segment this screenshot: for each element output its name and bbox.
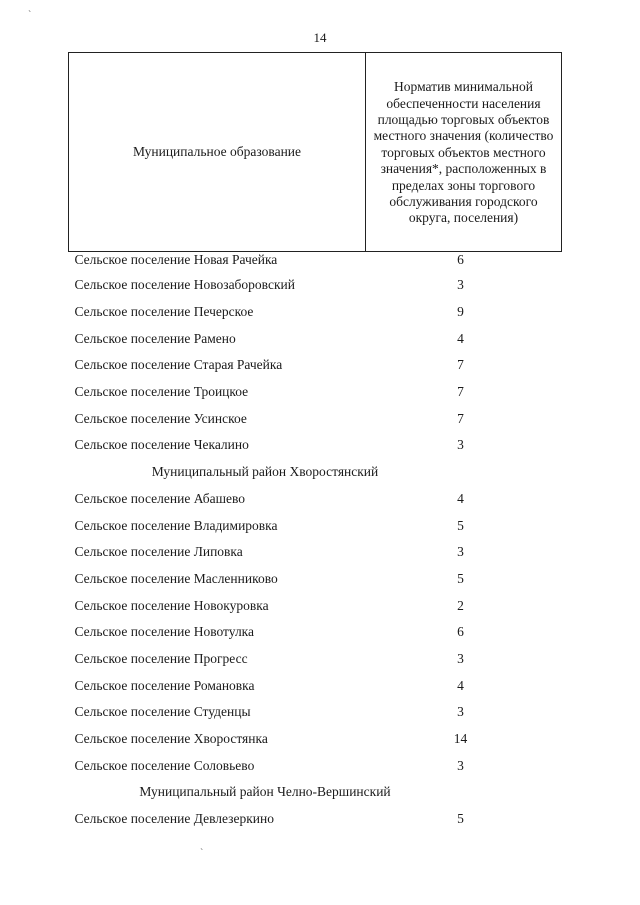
settlement-name: Сельское поселение Новозаборовский — [74, 277, 295, 293]
table-row — [69, 432, 562, 459]
settlement-name: Сельское поселение Студенцы — [74, 704, 251, 720]
settlement-value: 14 — [453, 731, 468, 747]
settlement-name: Сельское поселение Владимировка — [74, 517, 278, 533]
settlement-value: 2 — [457, 597, 464, 613]
section-heading: Муниципальный район Челно-Вершинский — [139, 784, 391, 800]
table-row — [69, 539, 562, 566]
settlement-value: 4 — [457, 490, 464, 506]
section-heading: Муниципальный район Хворостянский — [151, 464, 379, 480]
settlement-name: Сельское поселение Новокуровка — [74, 597, 269, 613]
settlement-name: Сельское поселение Соловьево — [74, 757, 255, 773]
table-row — [69, 566, 562, 593]
scan-mark: ` — [200, 848, 204, 859]
table-row — [69, 325, 562, 352]
table-row — [69, 646, 562, 673]
standards-table — [68, 52, 562, 832]
header-standard: Норматив минимальной обеспеченности населения площадью торговых объектов местного значения (количество торговых объектов местного значения*, расположенных в пределах зоны торгового обслуживания городского округа, поселения) — [366, 53, 562, 252]
settlement-value: 5 — [457, 811, 464, 827]
settlement-name: Сельское поселение Новая Рачейка — [74, 252, 278, 267]
table-row — [69, 486, 562, 513]
table-row — [69, 592, 562, 619]
settlement-name: Сельское поселение Троицкое — [74, 384, 249, 400]
section-heading-row — [69, 459, 562, 486]
table-row — [69, 699, 562, 726]
settlement-name: Сельское поселение Чекалино — [74, 437, 249, 453]
table-row — [69, 726, 562, 753]
settlement-name: Сельское поселение Рамено — [74, 330, 236, 346]
table-row — [69, 272, 562, 299]
table-row — [69, 252, 562, 273]
table-row — [69, 806, 562, 833]
settlement-name: Сельское поселение Старая Рачейка — [74, 357, 283, 373]
settlement-value: 4 — [457, 330, 464, 346]
settlement-value: 3 — [457, 277, 464, 293]
settlement-name: Сельское поселение Новотулка — [74, 624, 255, 640]
table-row — [69, 299, 562, 326]
settlement-value: 3 — [457, 544, 464, 560]
settlement-value: 5 — [457, 517, 464, 533]
settlement-name: Сельское поселение Липовка — [74, 544, 243, 560]
table-row — [69, 352, 562, 379]
table-row — [69, 379, 562, 406]
settlement-value: 3 — [457, 757, 464, 773]
settlement-name: Сельское поселение Печерское — [74, 304, 254, 320]
table-row — [69, 672, 562, 699]
settlement-value: 4 — [457, 677, 464, 693]
settlement-name: Сельское поселение Абашево — [74, 490, 246, 506]
settlement-value: 5 — [457, 570, 464, 586]
settlement-name: Сельское поселение Усинское — [74, 410, 247, 426]
table-row — [69, 752, 562, 779]
settlement-value: 6 — [457, 252, 464, 267]
page-number: 14 — [313, 30, 327, 45]
table-row — [69, 512, 562, 539]
table-row — [69, 619, 562, 646]
header-municipality: Муниципальное образование — [69, 53, 366, 252]
settlement-value: 7 — [457, 384, 464, 400]
settlement-name: Сельское поселение Масленниково — [74, 570, 278, 586]
settlement-name: Сельское поселение Хворостянка — [74, 731, 268, 747]
table-header-row — [69, 53, 562, 252]
section-heading-row — [69, 779, 562, 806]
settlement-value: 3 — [457, 704, 464, 720]
settlement-value: 3 — [457, 650, 464, 666]
table-row — [69, 405, 562, 432]
settlement-name: Сельское поселение Романовка — [74, 677, 255, 693]
scan-mark: ` — [28, 10, 32, 21]
settlement-value: 7 — [457, 357, 464, 373]
settlement-value: 9 — [457, 304, 464, 320]
settlement-name: Сельское поселение Прогресс — [74, 650, 248, 666]
settlement-value: 3 — [457, 437, 464, 453]
settlement-name: Сельское поселение Девлезеркино — [74, 811, 274, 827]
settlement-value: 7 — [457, 410, 464, 426]
settlement-value: 6 — [457, 624, 464, 640]
